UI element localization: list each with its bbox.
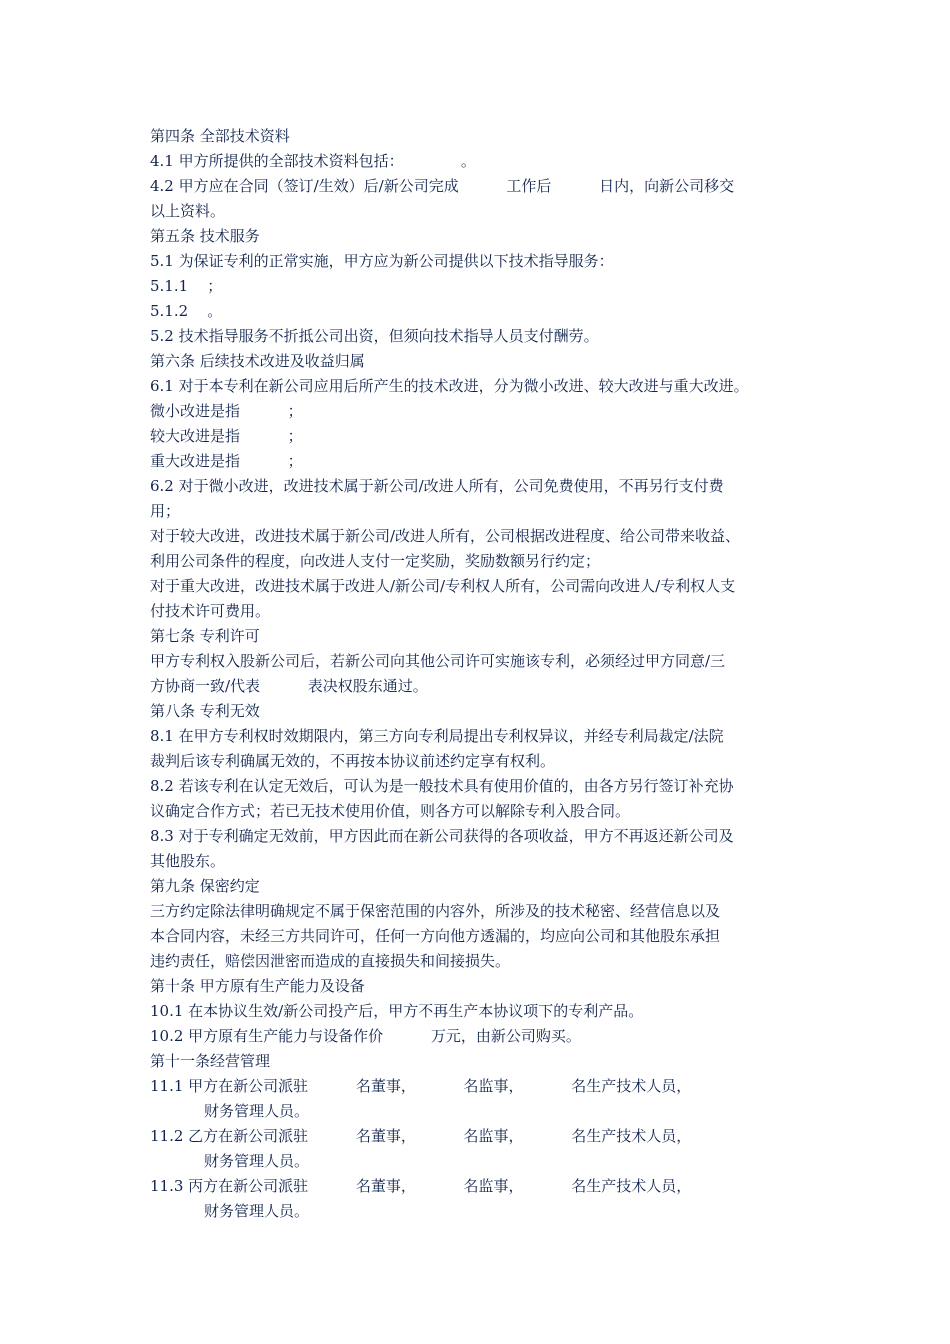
clause-4-1: 4.1 甲方所提供的全部技术资料包括： 。	[150, 152, 476, 170]
article-8-heading: 第八条 专利无效	[150, 702, 260, 720]
major-improvement-def: 较大改进是指 ；	[150, 427, 303, 445]
article-4-heading: 第四条 全部技术资料	[150, 127, 290, 145]
clause-6-2-major: 对于较大改进，改进技术属于新公司/改进人所有，公司根据改进程度、给公司带来收益、	[150, 527, 741, 545]
clause-5-1-2: 5.1.2 。	[150, 302, 223, 320]
clause-5-2: 5.2 技术指导服务不折抵公司出资，但须向技术指导人员支付酬劳。	[150, 327, 599, 345]
clause-8-2-cont: 议确定合作方式；若已无技术使用价值，则各方可以解除专利入股合同。	[150, 802, 631, 820]
significant-improvement-def: 重大改进是指 ；	[150, 452, 303, 470]
clause-6-2-significant-cont: 付技术许可费用。	[150, 602, 271, 620]
article-9-body-2: 本合同内容，未经三方共同许可，任何一方向他方透漏的，均应向公司和其他股东承担	[150, 927, 721, 945]
clause-6-2-cont: 用；	[150, 502, 181, 520]
clause-6-2: 6.2 对于微小改进，改进技术属于新公司/改进人所有，公司免费使用，不再另行支付费	[150, 477, 724, 495]
article-7-heading: 第七条 专利许可	[150, 627, 260, 645]
clause-10-2: 10.2 甲方原有生产能力与设备作价 万元，由新公司购买。	[150, 1027, 581, 1045]
clause-4-2: 4.2 甲方应在合同（签订/生效）后/新公司完成 工作后 日内，向新公司移交	[150, 177, 735, 195]
clause-5-1-1: 5.1.1 ；	[150, 277, 223, 295]
article-10-heading: 第十条 甲方原有生产能力及设备	[150, 977, 365, 995]
clause-8-2: 8.2 若该专利在认定无效后，可认为是一般技术具有使用价值的，由各方另行签订补充协	[150, 777, 734, 795]
clause-6-2-significant: 对于重大改进，改进技术属于改进人/新公司/专利权人所有，公司需向改进人/专利权人支	[150, 577, 736, 595]
clause-10-1: 10.1 在本协议生效/新公司投产后，甲方不再生产本协议项下的专利产品。	[150, 1002, 644, 1020]
clause-11-1-cont: 财务管理人员。	[204, 1102, 310, 1120]
article-6-heading: 第六条 后续技术改进及收益归属	[150, 352, 365, 370]
clause-8-1: 8.1 在甲方专利权时效期限内，第三方向专利局提出专利权异议，并经专利局裁定/法院	[150, 727, 724, 745]
clause-6-2-major-cont: 利用公司条件的程度，向改进人支付一定奖励，奖励数额另行约定；	[150, 552, 601, 570]
clause-8-3: 8.3 对于专利确定无效前，甲方因此而在新公司获得的各项收益，甲方不再返还新公司及	[150, 827, 734, 845]
clause-11-3-cont: 财务管理人员。	[204, 1202, 310, 1220]
clause-4-2-cont: 以上资料。	[150, 202, 226, 220]
article-5-heading: 第五条 技术服务	[150, 227, 260, 245]
document-body	[150, 124, 830, 1224]
clause-6-1: 6.1 对于本专利在新公司应用后所产生的技术改进，分为微小改进、较大改进与重大改进。	[150, 377, 749, 395]
minor-improvement-def: 微小改进是指 ；	[150, 402, 303, 420]
clause-11-2-cont: 财务管理人员。	[204, 1152, 310, 1170]
article-11-heading: 第十一条经营管理	[150, 1052, 271, 1070]
article-9-body-1: 三方约定除法律明确规定不属于保密范围的内容外，所涉及的技术秘密、经营信息以及	[150, 902, 721, 920]
clause-11-2: 11.2 乙方在新公司派驻 名董事， 名监事， 名生产技术人员，	[150, 1127, 692, 1145]
clause-5-1: 5.1 为保证专利的正常实施，甲方应为新公司提供以下技术指导服务：	[150, 252, 614, 270]
clause-8-3-cont: 其他股东。	[150, 852, 226, 870]
clause-8-1-cont: 裁判后该专利确属无效的，不再按本协议前述约定享有权利。	[150, 752, 556, 770]
article-7-body-cont: 方协商一致/代表 表决权股东通过。	[150, 677, 428, 695]
article-9-body-3: 违约责任，赔偿因泄密而造成的直接损失和间接损失。	[150, 952, 511, 970]
clause-11-1: 11.1 甲方在新公司派驻 名董事， 名监事， 名生产技术人员，	[150, 1077, 692, 1095]
article-9-heading: 第九条 保密约定	[150, 877, 260, 895]
article-7-body: 甲方专利权入股新公司后，若新公司向其他公司许可实施该专利，必须经过甲方同意/三	[150, 652, 726, 670]
clause-11-3: 11.3 丙方在新公司派驻 名董事， 名监事， 名生产技术人员，	[150, 1177, 692, 1195]
